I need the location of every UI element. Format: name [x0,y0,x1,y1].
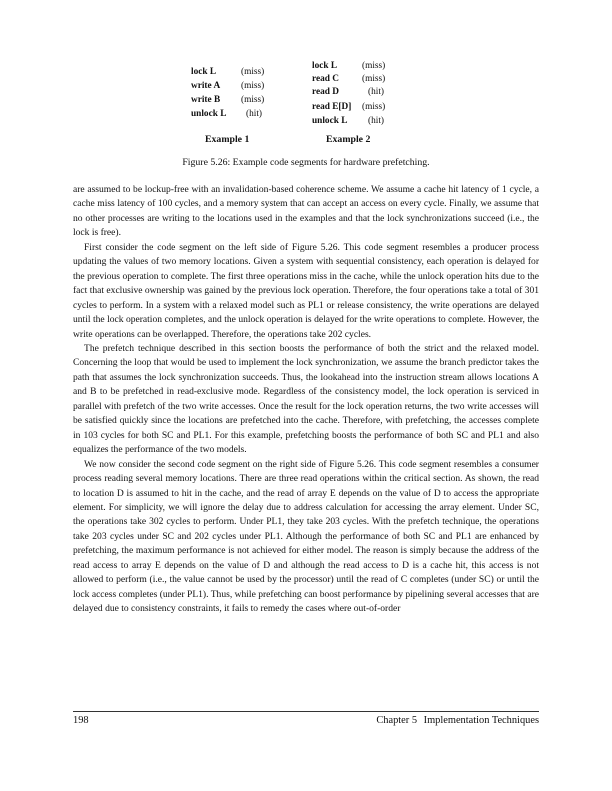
paragraph: The prefetch technique described in this section boosts the performance of both the strict and the relaxed model. Concerning the loop that would be used to implement the lock synchronization, we assume the branch predictor takes the path that assumes the lock synchronization succeeds. Thus, the lookahead into the instruction stream allows locations A and B to be prefetched in read-exclusive mode. Regardless of the consistency model, the lock operation is serviced in parallel with prefetch of the two write accesses. Once the result for the lock operation returns, the two write accesses will be satisfied quickly since the locations are prefetched into the cache. Therefore, with prefetching, the accesses complete in 103 cycles for both SC and PL1. For this example, prefetching boosts the performance of both SC and PL1 and also equalizes the performance of the two models. [73,342,539,456]
cache-status: (miss) [241,81,265,91]
paragraph: We now consider the second code segment on the right side of Figure 5.26. This code segment resembles a consumer process reading several memory locations. There are three read operations within the critical section. As shown, the read to location D is assumed to hit in the cache, and the read of array E depends on the value of D to access the appropriate element. For simplicity, we will ignore the delay due to address calculation for accessing the array element. Under SC, the operations take 302 cycles to perform. Under PL1, they take 203 cycles. With the prefetch technique, the operations take 203 cycles under SC and 202 cycles under PL1. Although the performance of both SC and PL1 are enhanced by prefetching, the maximum performance is not achieved for either model. The reason is simply because the address of the read access to array E depends on the value of D and although the read access to D is a cache hit, this access is not allowed to perform (i.e., the value cannot be used by the processor) until the read of C completes (under SC) or until the lock access completes (under PL1). Thus, while prefetching can boost performance by pipelining several accesses that are delayed due to consistency constraints, it fails to remedy the cases where out-of-order [73,458,539,615]
code-operation: lock L [312,61,338,71]
footer-rule [73,711,539,712]
cache-status: (miss) [362,61,386,71]
cache-status: (hit) [246,109,263,119]
code-operation: unlock L [312,116,348,126]
paragraph: are assumed to be lockup-free with an invalidation-based coherence scheme. We assume a cache hit latency of 1 cycle, a cache miss latency of 100 cycles, and a memory system that can accept an access on every cycle. Finally, we assume that no other processes are writing to the locations used in the examples and that the lock synchronizations succeed (i.e., the lock is free). [73,184,539,239]
example-2-label: Example 2 [326,134,371,145]
code-operation: lock L [191,67,217,77]
chapter-label: Chapter 5 [376,715,418,726]
cache-status: (miss) [241,95,265,105]
cache-status: (miss) [362,102,386,112]
example-2-code [312,61,402,129]
figure-caption: Figure 5.26: Example code segments for hardware prefetching. [182,157,430,168]
page-number: 198 [73,715,89,726]
cache-status: (hit) [368,87,385,97]
example-1-label: Example 1 [205,134,250,145]
code-operation: write A [191,81,221,91]
code-operation: read C [312,74,339,84]
cache-status: (hit) [368,116,385,126]
section-title: Implementation Techniques [423,715,539,726]
code-operation: unlock L [191,109,227,119]
cache-status: (miss) [241,67,265,77]
code-operation: read D [312,87,339,97]
code-operation: write B [191,95,221,105]
running-footer [376,715,539,726]
paragraph: First consider the code segment on the left side of Figure 5.26. This code segment resembles a producer process updating the values of two memory locations. Given a system with sequential consistency, each operation is delayed for the previous operation to complete. The first three operations miss in the cache, while the unlock operation hits due to the fact that exclusive ownership was gained by the previous lock operation. Therefore, the four operations take a total of 301 cycles to perform. In a system with a relaxed model such as PL1 or release consistency, the write operations are delayed until the lock operation completes, and the unlock operation is delayed for the write operations to complete. However, the write operations can be overlapped. Therefore, the operations take 202 cycles. [73,241,539,340]
code-operation: read E[D] [312,102,352,112]
cache-status: (miss) [362,74,386,84]
example-1-code [191,67,281,123]
body-text [73,183,539,617]
